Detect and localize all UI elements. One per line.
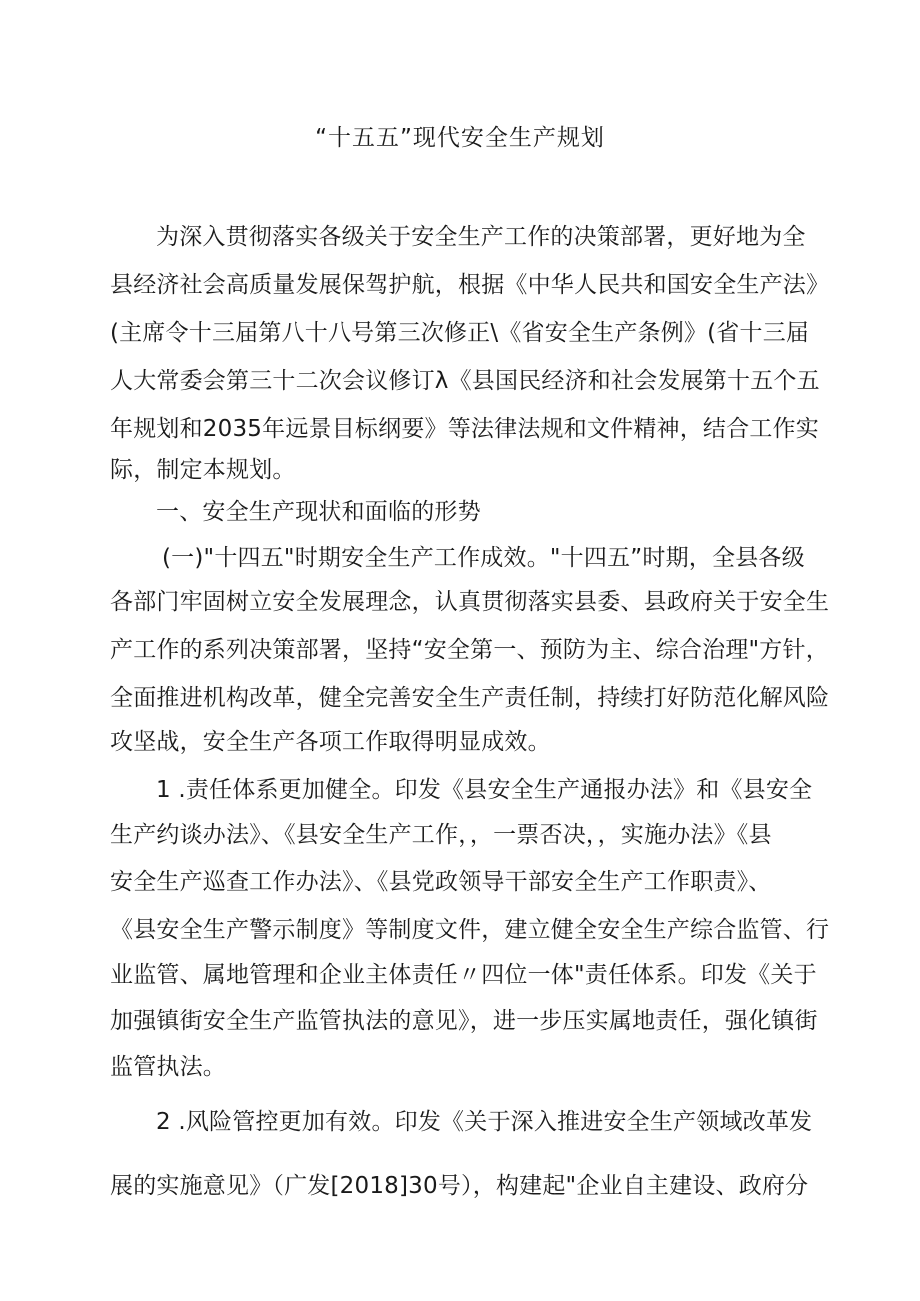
paragraph-line: 年规划和2035年远景目标纲要》等法律法规和文件精神，结合工作实 — [110, 416, 819, 442]
paragraph-line: (一)"十四五"时期安全生产工作成效。"十四五”时期，全县各级 — [162, 545, 805, 571]
paragraph-line: 际，制定本规划。 — [110, 457, 296, 483]
paragraph-line: 监管执法。 — [110, 1054, 226, 1080]
paragraph-line: 1 .责任体系更加健全。印发《县安全生产通报办法》和《县安全 — [156, 777, 813, 803]
paragraph-line: 产工作的系列决策部署，坚持“安全第一、预防为主、综合治理"方针， — [110, 637, 829, 663]
paragraph-line: 加强镇街安全生产监管执法的意见》，进一步压实属地责任，强化镇街 — [110, 1008, 818, 1034]
paragraph-line: 展的实施意见》（广发[2018]30号），构建起"企业自主建设、政府分 — [110, 1173, 809, 1199]
paragraph-line: 县经济社会高质量发展保驾护航，根据《中华人民共和国安全生产法》 — [110, 272, 830, 298]
paragraph-line: 业监管、属地管理和企业主体责任〃四位一体"责任体系。印发《关于 — [110, 962, 817, 988]
paragraph-line: 人大常委会第三十二次会议修订λ《县国民经济和社会发展第十五个五 — [110, 368, 820, 394]
paragraph-line: 2 .风险管控更加有效。印发《关于深入推进安全生产领域改革发 — [156, 1109, 813, 1135]
paragraph-line: (主席令十三届第八十八号第三次修正\《省安全生产条例》(省十三届 — [110, 320, 810, 346]
document-title: “十五五”现代安全生产规划 — [315, 125, 605, 151]
section-heading: 一、安全生产现状和面临的形势 — [156, 499, 481, 525]
paragraph-line: 全面推进机构改革，健全完善安全生产责任制，持续打好防范化解风险 — [110, 685, 830, 711]
paragraph-line: 《县安全生产警示制度》等制度文件，建立健全安全生产综合监管、行 — [110, 917, 830, 943]
paragraph-line: 安全生产巡查工作办法》、《县党政领导干部安全生产工作职责》、 — [110, 869, 772, 895]
paragraph-line: 攻坚战，安全生产各项工作取得明显成效。 — [110, 729, 551, 755]
paragraph-line: 各部门牢固树立安全发展理念，认真贯彻落实县委、县政府关于安全生 — [110, 589, 830, 615]
paragraph-line: 为深入贯彻落实各级关于安全生产工作的决策部署，更好地为全 — [156, 224, 806, 250]
paragraph-line: 生产约谈办法》、《县安全生产工作，，一票否决，，实施办法》《县 — [110, 822, 772, 848]
